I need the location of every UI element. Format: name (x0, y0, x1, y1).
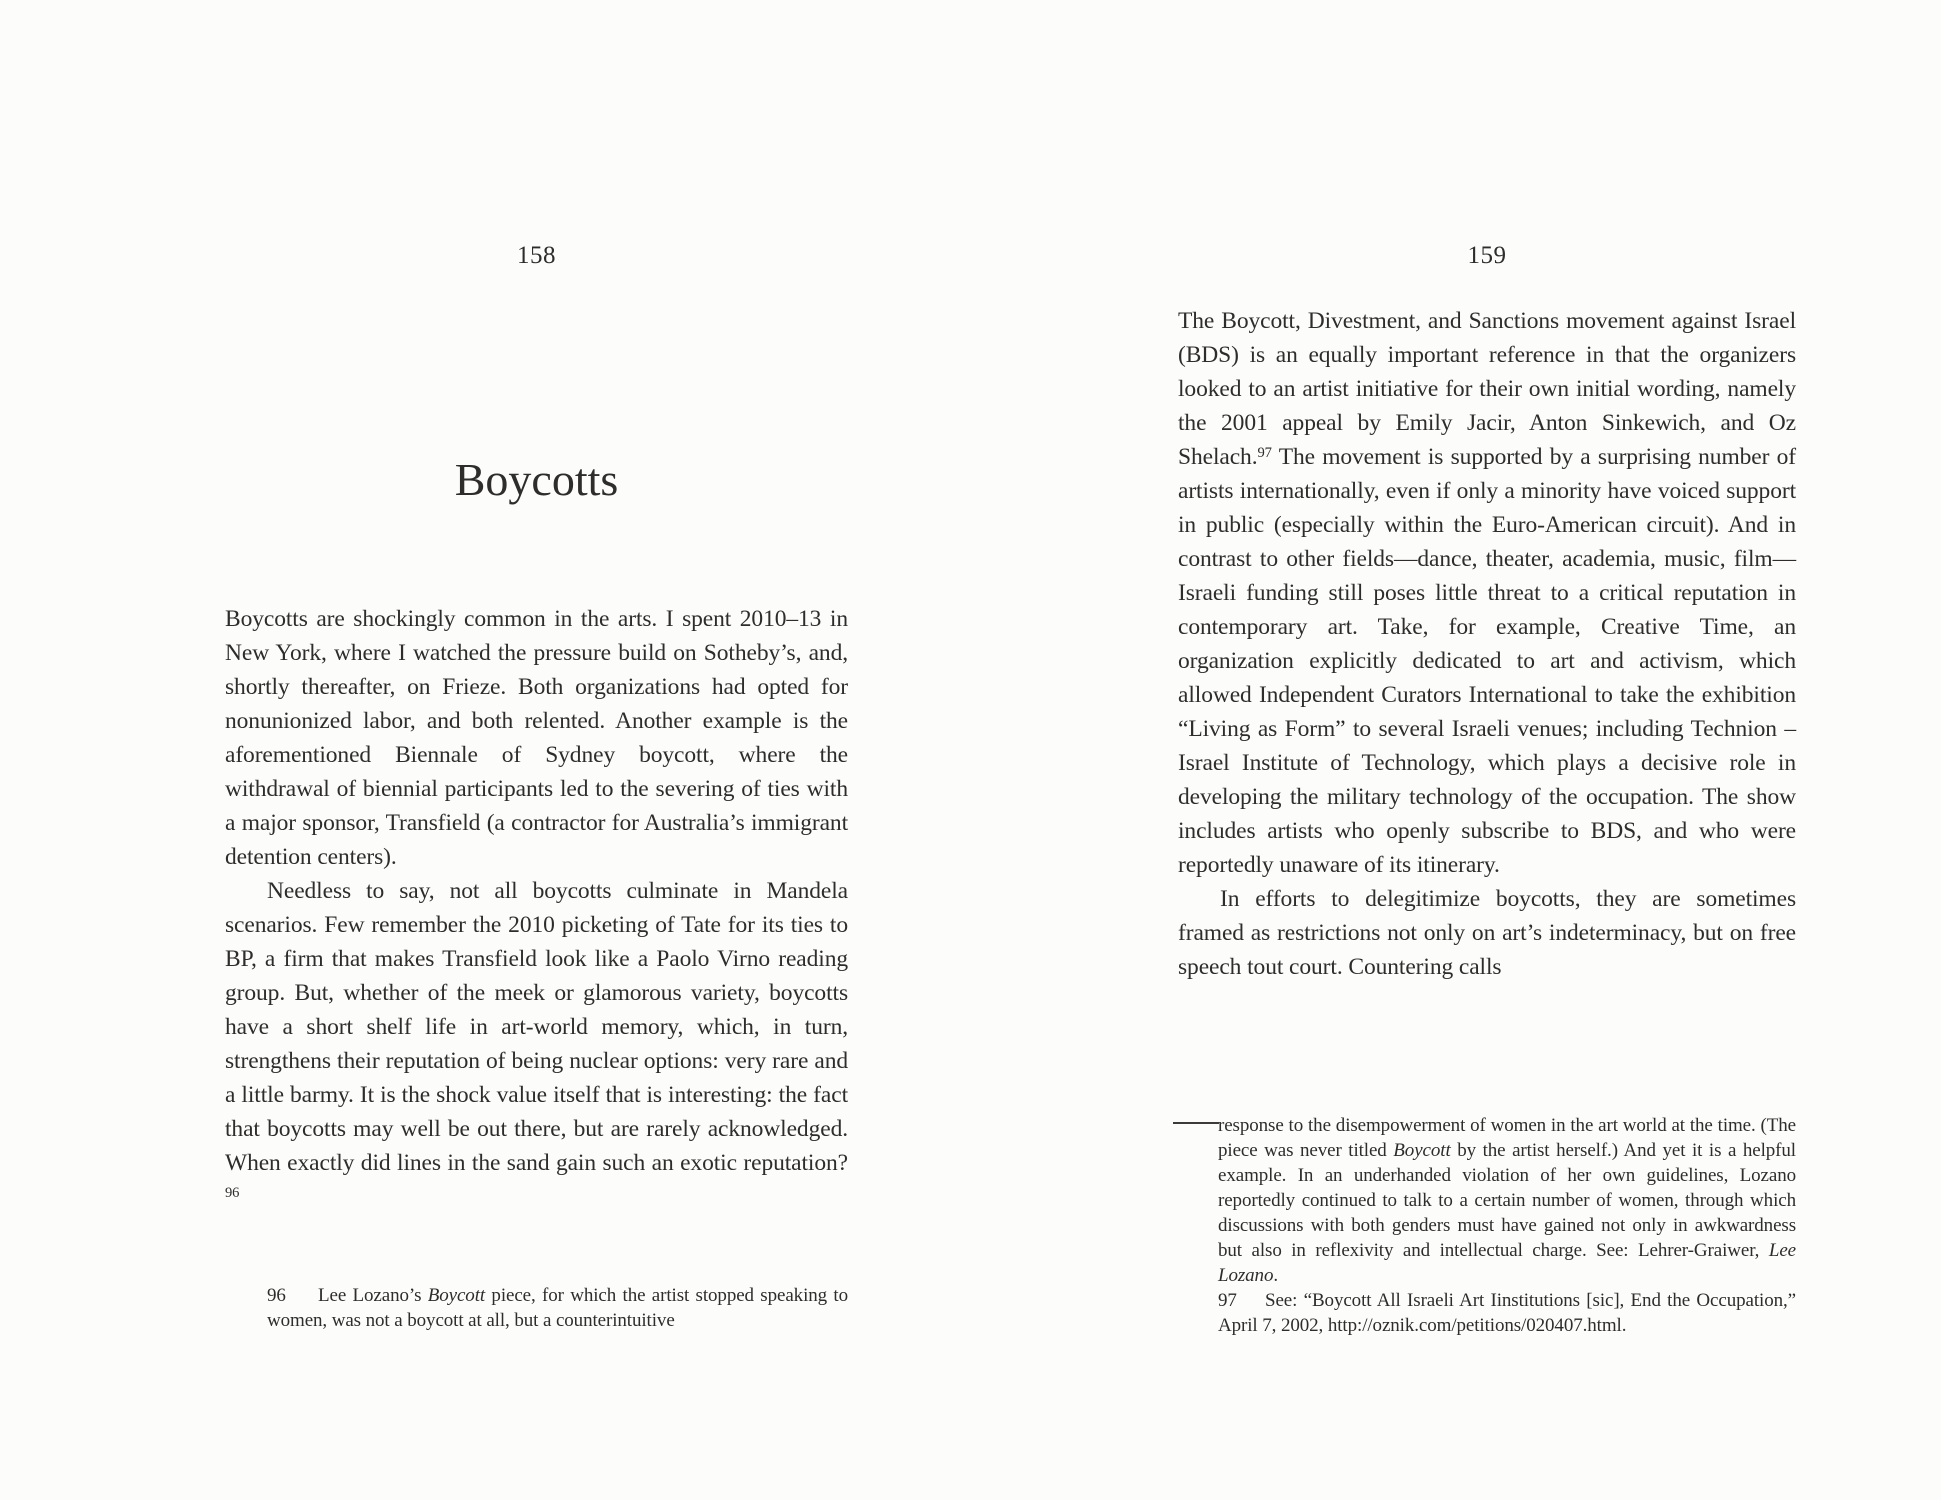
footnote-continuation-rule (1173, 1122, 1219, 1124)
footnote-number: 96 (267, 1285, 286, 1306)
left-body-text (225, 602, 848, 1214)
right-footnotes (1218, 1113, 1796, 1338)
footnote-96 (267, 1283, 848, 1333)
page-number-left: 158 (517, 242, 556, 269)
paragraph: The Boycott, Divestment, and Sanctions movement against Israel (BDS) is an equally important reference in that the organizers looked to an artist initiative for their own initial wording, namely the 2001 appeal by Emily Jacir, Anton Sinkewich, and Oz Shelach.$^{97}$ The movement is supported by a surprising number of artists internationally, even if only a minority have voiced support in public (especially within the Euro-American circuit). And in contrast to other fields—dance, theater, academia, music, film—Israeli funding still poses little threat to a critical reputation in contemporary art. Take, for example, Creative Time, an organization explicitly dedicated to art and activism, which allowed Independent Curators International to take the exhibition “Living as Form” to several Israeli venues; including Technion – Israel Institute of Technology, which plays a decisive role in developing the military technology of the occupation. The show includes artists who openly subscribe to BDS, and who were reportedly unaware of its itinerary. (1178, 308, 1796, 878)
footnote-97 (1218, 1288, 1796, 1338)
footnote-number: 97 (1218, 1290, 1237, 1311)
footnote-96-continuation: response to the disempowerment of women in the art world at the time. (The piece was never titled Boycott by the artist herself.) And yet it is a helpful example. In an underhanded violation of her own guidelines, Lozano reportedly continued to talk to a certain number of women, through which discussions with both genders must have gained not only in awkwardness but also in reflexivity and intellectual charge. See: Lehrer-Graiwer, Lee Lozano. (1218, 1115, 1796, 1286)
left-page (225, 0, 848, 1500)
paragraph: Needless to say, not all boycotts culminate in Mandela scenarios. Few remember the 2010 picketing of Tate for its ties to BP, a firm that makes Transfield look like a Paolo Virno reading group. But, whether of the meek or glamorous variety, boycotts have a short shelf life in art-world memory, which, in turn, strengthens their reputation of being nuclear options: very rare and a little barmy. It is the shock value itself that is interesting: the fact that boycotts may well be out there, but are rarely acknowledged. When exactly did lines in the sand gain such an exotic reputation?$^{96}$ (225, 878, 848, 1202)
right-body-text (1178, 304, 1796, 984)
page-number-right: 159 (1467, 242, 1507, 269)
footnote-text: See: “Boycott All Israeli Art Iinstitutions [sic], End the Occupation,” April 7, 2002, http://oznik.com/petitions/020407.html. (1218, 1290, 1796, 1336)
paragraph: In efforts to delegitimize boycotts, they are sometimes framed as restrictions not only on art’s indeterminacy, but on free speech tout court. Countering calls (1178, 886, 1796, 980)
right-page (1178, 0, 1796, 1500)
footnote-text: Lee Lozano’s Boycott piece, for which the artist stopped speaking to women, was not a boycott at all, but a counterintuitive (267, 1285, 848, 1331)
left-footnotes (267, 1283, 848, 1333)
paragraph: Boycotts are shockingly common in the arts. I spent 2010–13 in New York, where I watched the pressure build on Sotheby’s, and, shortly thereafter, on Frieze. Both organizations had opted for nonunionized labor, and both relented. Another example is the aforementioned Biennale of Sydney boycott, where the withdrawal of biennial participants led to the severing of ties with a major sponsor, Transfield (a contractor for Australia’s immigrant detention centers). (225, 606, 848, 870)
chapter-title: Boycotts (454, 454, 619, 505)
